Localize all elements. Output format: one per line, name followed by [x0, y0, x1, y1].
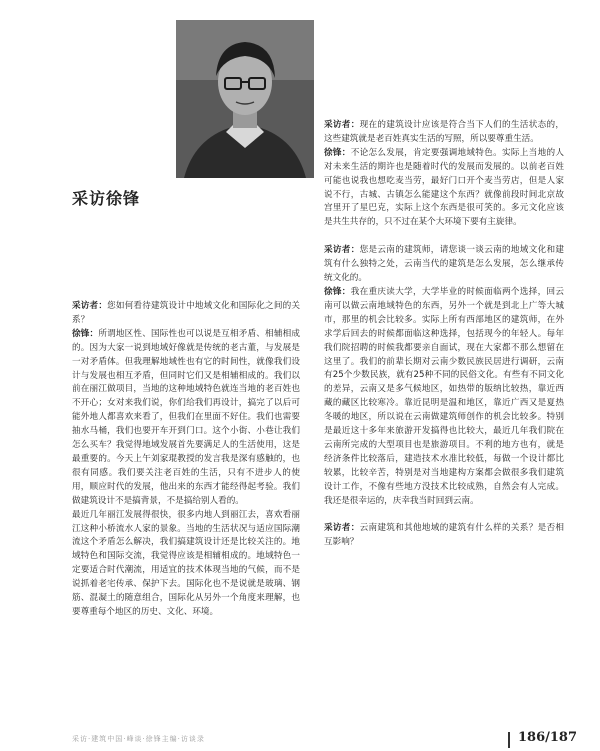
right-column — [324, 119, 564, 550]
paragraph-text: 云南建筑和其他地域的建筑有什么样的关系？是否相互影响？ — [324, 523, 564, 548]
paragraph-text: 不论怎么发展，肯定要强调地域特色。实际上当地的人对未来生活的期许也是随着时代的发展而发展的。以前老百姓可能也说我也想吃麦当劳，最好门口开个麦当劳店，但是人家说不行，古城、古镇怎么能建这个东西？就像前段时间北京故宫里开了星巴克，实际上这个东西是很可笑的。多元文化应该是共生共存的，只不过在某个大环境下要有主旋律。 — [324, 147, 564, 228]
interview-paragraph — [324, 244, 564, 286]
left-column — [72, 300, 300, 620]
interview-paragraph — [72, 509, 300, 620]
speaker-label: 采访者： — [324, 245, 360, 256]
footer-caption: 采访·建筑中国·峰谈·徐锋主编·访谈录 — [72, 735, 205, 743]
paragraph-text: 所谓地区性、国际性也可以说是互相矛盾、相辅相成的。因为大家一说到地域好像就是传统的老古董，与发展是一对矛盾体。但我理解地域性也有它的时间性，就像我们设计与发展也相互矛盾，但同时它们又是相辅相成的。我们以前在丽江做项目，当地的这种地域特色就连当地的老百姓也不开心；女对来我们说，你们给我们再设计，搞完了以后可能外地人都喜欢来看了，但我们在里面不好住。我们也需要抽水马桶，我们也要开车开到门口。这个小街、小巷让我们怎么买车？我觉得地域发展首先要满足人的生活使用，这是最重要的。今天上午刘家琨教授的发言我是深有感触的，也很有同感。我们要关注老百姓的生活，只有不进步人的使用，顺应时代的发展，他出来的东西才能经得起考验。我们做建筑设计不是搞背景，不是搞给别人看的。 — [72, 328, 300, 506]
page-number: 186/187 — [518, 730, 578, 745]
interview-paragraph — [324, 147, 564, 230]
portrait-illustration — [176, 20, 314, 178]
speaker-label: 采访者： — [72, 301, 108, 311]
interview-paragraph — [72, 300, 300, 328]
paragraph-text: 我在重庆读大学，大学毕业的时候面临两个选择，回云南可以做云南地域特色的东西，另外一个就是到北上广等大城市，那里的机会比较多。实际上所有西部地区的建筑师，在外求学后回去的时候都面临这种选择，包括现今的年轻人。每年我们院招聘的时候我都要亲自面试，现在大家都不那么想留在这里了。我们的前辈长期对云南少数民族民居进行调研，云南有25个少数民族，就有25种不同的民俗文化。有些有不同文化的差异，云南又是多气候地区，如热带的版纳比较热，靠近西藏的藏区比较寒冷。靠近昆明是温和地区，靠近广西又是夏热冬暖的地区，所以说在云南做建筑师创作的机会比较多。特别是最近这十多年来旅游开发搞得也比较大，最近几年我们院在云南所完成的大型项目也是旅游项目。不利的地方也有，就是经济条件比较落后，建造技术水准比较低，每做一个设计都比较累，比较辛苦，特别是对当地建构方案都会做很多我们建筑设计工作，不像有些地方没技术比较成熟，自然会有人完成。我还是很幸运的，庆幸我当时回到云南。 — [324, 286, 564, 506]
paragraph-text: 现在的建筑设计应该是符合当下人们的生活状态的，这些建筑就是老百姓真实生活的写照，所以要尊重生活。 — [324, 120, 564, 144]
interview-paragraph — [324, 286, 564, 509]
interview-paragraph — [324, 522, 564, 550]
paragraph-text: 您是云南的建筑师，请您谈一谈云南的地域文化和建筑有什么独特之处，云南当代的建筑是怎么发展，怎么继承传统文化的。 — [324, 245, 564, 284]
speaker-label: 徐锋： — [324, 147, 351, 158]
speaker-label: 徐锋： — [72, 328, 99, 339]
speaker-label: 采访者： — [324, 120, 360, 130]
interview-paragraph — [324, 119, 564, 147]
paragraph-text: 最近几年丽江发展得很快，很多内地人到丽江去，喜欢看丽江这种小桥流水人家的景象。当地的生活状况与适应国际潮流这个矛盾怎么解决，我们搞建筑设计还是比较关注的。地域特色和国际交流，我觉得应该是相辅相成的。地域特色一定要适合时代潮流，用适宜的技术体现当地的气候，而不是说抓着老宅传承、保护下去。国际化也不是说就是玻璃、钢筋、混凝土的随意组合，国际化从另外一个角度来理解，也要尊重每个地区的历史、文化、环境。 — [72, 509, 300, 617]
paragraph-text: 您如何看待建筑设计中地域文化和国际化之间的关系？ — [72, 301, 300, 325]
speaker-label: 采访者： — [324, 523, 360, 534]
page-title: 采访徐锋 — [72, 189, 141, 208]
portrait-photo — [176, 20, 314, 178]
footer-divider — [508, 732, 510, 748]
speaker-label: 徐锋： — [324, 286, 351, 297]
page-footer — [0, 730, 600, 751]
interview-paragraph — [72, 328, 300, 509]
